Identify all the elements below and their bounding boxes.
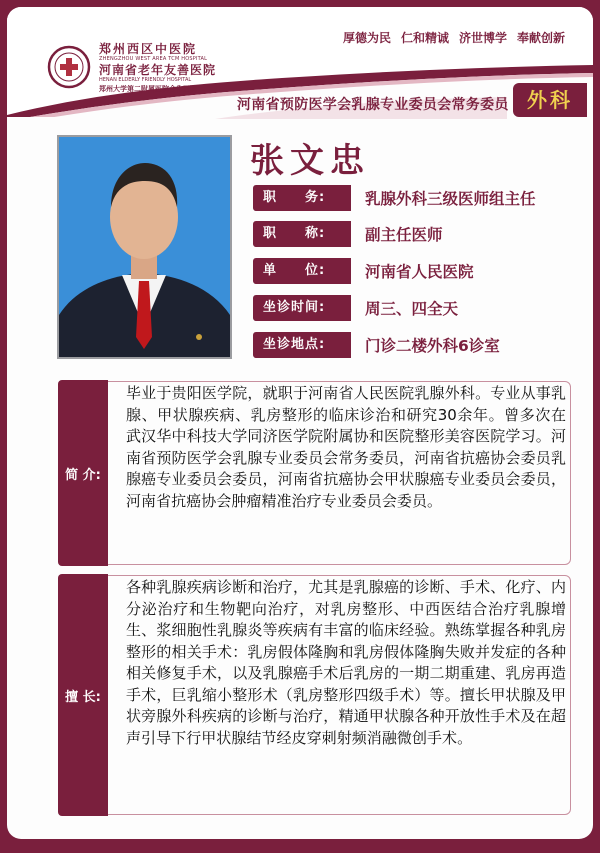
intro-label: 简 介: [58,380,108,566]
info-label: 坐诊时间: [253,295,351,321]
info-row-title [253,221,443,247]
hospital-affiliation: 郑州大学第二附属医院合作医院 [99,85,197,93]
info-value: 乳腺外科三级医师组主任 [365,190,536,208]
info-row-position [253,185,536,211]
info-label: 职 务: [253,185,351,211]
info-value: 门诊二楼外科6诊室 [365,337,500,355]
motto: 仁和精诚 [400,31,449,45]
doctor-name: 张文忠 [250,141,370,181]
info-label: 坐诊地点: [253,332,351,358]
info-label: 职 称: [253,221,351,247]
hospital-names [99,42,239,94]
intro-section [59,381,571,565]
motto: 济世博学 [458,31,507,45]
motto-list [343,29,565,46]
intro-text: 毕业于贵阳医学院，就职于河南省人民医院乳腺外科。专业从事乳腺、甲状腺疾病、乳房整形的临床诊治和研究30余年。曾多次在武汉华中科技大学同济医学院附属协和医院整形美容医院学习。河南省预防医学会乳腺专业委员会常务委员，河南省抗癌协会委员乳腺癌专业委员会委员，河南省抗癌协会甲状腺癌专业委员会委员，河南省抗癌协会肿瘤精准治疗专业委员会委员。 [126,384,566,510]
motto: 厚德为民 [342,31,391,45]
hospital-logo [47,45,91,89]
hospital-name-primary-en: ZHENGZHOU WEST AREA TCM HOSPITAL [99,56,208,62]
specialty-label: 擅 长: [58,574,108,816]
motto: 奉献创新 [516,31,565,45]
department-badge: 外科 [513,83,587,117]
info-value: 副主任医师 [365,226,443,244]
hospital-name-secondary-en: HENAN ELDERLY FRIENDLY HOSPITAL [99,77,192,83]
info-row-location [253,332,500,358]
hospital-name-primary: 郑州西区中医院 [99,42,198,56]
specialty-section [59,575,571,815]
info-row-schedule [253,295,458,321]
specialty-text: 各种乳腺疾病诊断和治疗，尤其是乳腺癌的诊断、手术、化疗、内分泌治疗和生物靶向治疗，对乳房整形、中西医结合治疗乳腺增生、浆细胞性乳腺炎等疾病有丰富的临床经验。熟练掌握各种乳房整形的相关手术：乳房假体隆胸和乳房假体隆胸失败并发症的各种相关修复手术，以及乳腺癌手术后乳房的一期二期重建、乳房再造手术，巨乳缩小整形术（乳房整形四级手术）等。擅长甲状腺及甲状旁腺外科疾病的诊断与治疗，精通甲状腺各种开放性手术及在超声引导下行甲状腺结节经皮穿刺射频消融微创手术。 [126,578,566,747]
doctor-photo [57,135,232,359]
hospital-name-secondary: 河南省老年友善医院 [99,63,217,77]
info-value: 周三、四全天 [365,300,459,318]
doctor-profile-card [7,7,593,839]
committee-title: 河南省预防医学会乳腺专业委员会常务委员 [237,97,509,113]
info-value: 河南省人民医院 [365,263,474,281]
doctor-portrait [59,137,230,357]
info-label: 单 位: [253,258,351,284]
info-row-unit [253,258,474,284]
